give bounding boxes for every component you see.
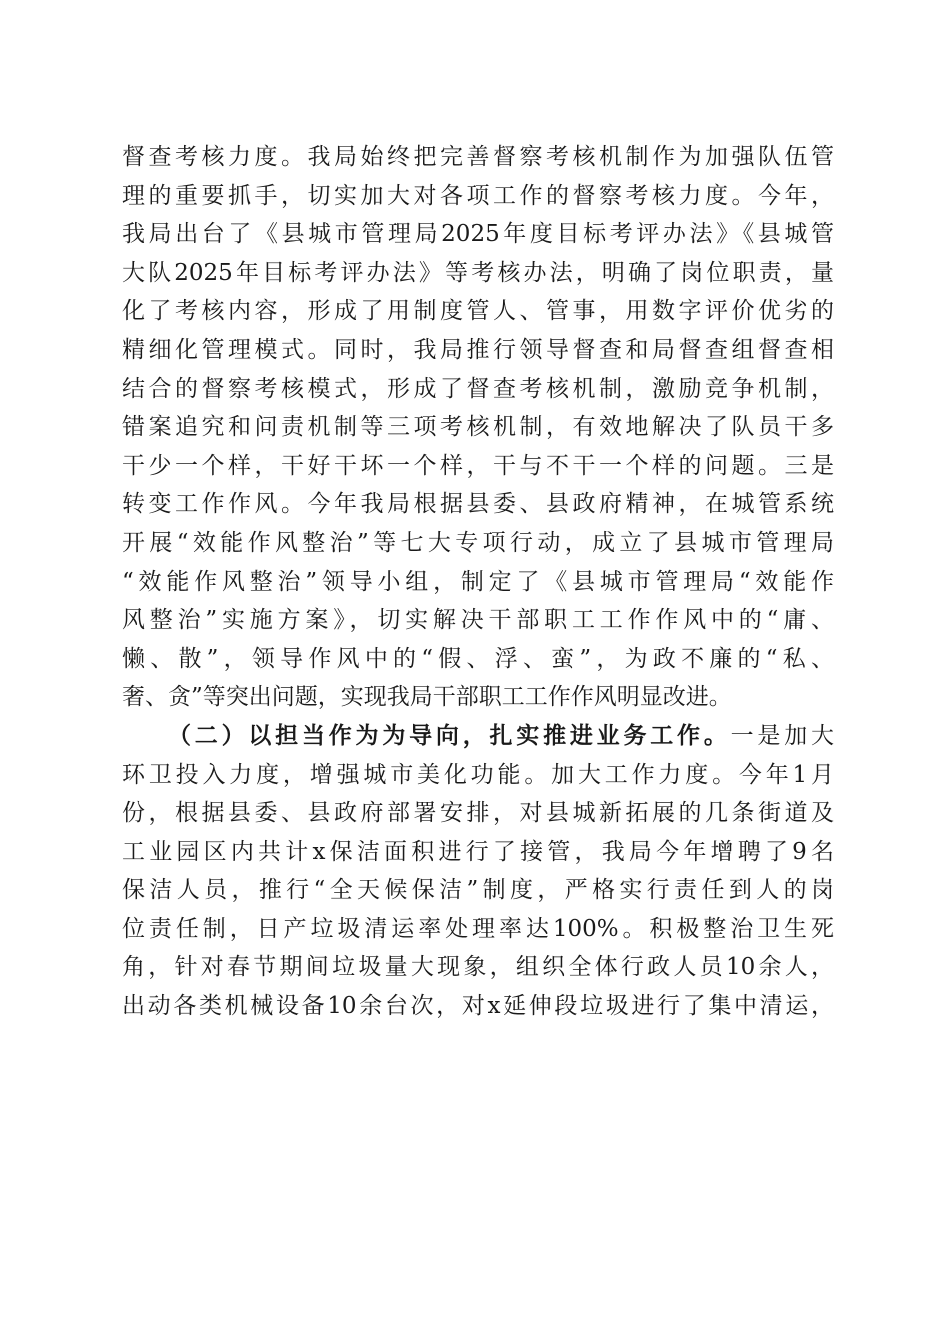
document-body [122,138,834,1026]
paragraph-line: 督查考核力度。我局始终把完善督察考核机制作为加强队伍管 [122,144,834,170]
paragraph-line: 环卫投入力度，增强城市美化功能。加大工作力度。今年1月 [122,761,834,788]
paragraph-line: 我局出台了《县城市管理局2025年度目标考评办法》《县城管 [122,221,834,248]
section-heading-continuation: 一是加大 [730,722,835,749]
paragraph-line: 懒、散”，领导作风中的“假、浮、蛮”，为政不廉的“私、 [122,645,834,672]
paragraph-line: “效能作风整治”领导小组，制定了《县城市管理局“效能作 [122,568,834,595]
paragraph-line: 位责任制，日产垃圾清运率处理率达100%。积极整治卫生死 [122,915,834,942]
paragraph-line: 转变工作作风。今年我局根据县委、县政府精神，在城管系统 [122,491,834,518]
paragraph-line: 错案追究和问责机制等三项考核机制，有效地解决了队员干多 [122,414,834,441]
paragraph-line: 理的重要抓手，切实加大对各项工作的督察考核力度。今年， [122,182,834,209]
paragraph-line: 风整治”实施方案》，切实解决干部职工工作作风中的“庸、 [122,607,834,634]
paragraph-line: 大队2025年目标考评办法》等考核办法，明确了岗位职责，量 [122,259,834,286]
paragraph-line: 角，针对春节期间垃圾量大现象，组织全体行政人员10余人， [122,954,834,981]
section-heading-line [122,717,834,756]
paragraph-line: 工业园区内共计x保洁面积进行了接管，我局今年增聘了9名 [122,838,834,865]
paragraph-line: 干少一个样，干好干坏一个样，干与不干一个样的问题。三是 [122,452,834,479]
paragraph-line: 化了考核内容，形成了用制度管人、管事，用数字评价优劣的 [122,298,834,325]
paragraph-line: 精细化管理模式。同时，我局推行领导督查和局督查组督查相 [122,336,834,363]
paragraph-line: 奢、贪”等突出问题，实现我局干部职工工作作风明显改进。 [122,684,732,711]
paragraph-line: 出动各类机械设备10余台次，对x延伸段垃圾进行了集中清运， [122,993,834,1020]
paragraph-line: 保洁人员，推行“全天候保洁”制度，严格实行责任到人的岗 [122,877,834,904]
paragraph-line: 份，根据县委、县政府部署安排，对县城新拓展的几条街道及 [122,800,834,827]
section-heading: （二）以担当作为为导向，扎实推进业务工作。 [168,721,731,749]
paragraph-line: 开展“效能作风整治”等七大专项行动，成立了县城市管理局 [122,529,834,556]
paragraph-line: 结合的督察考核模式，形成了督查考核机制，激励竞争机制， [122,375,834,402]
